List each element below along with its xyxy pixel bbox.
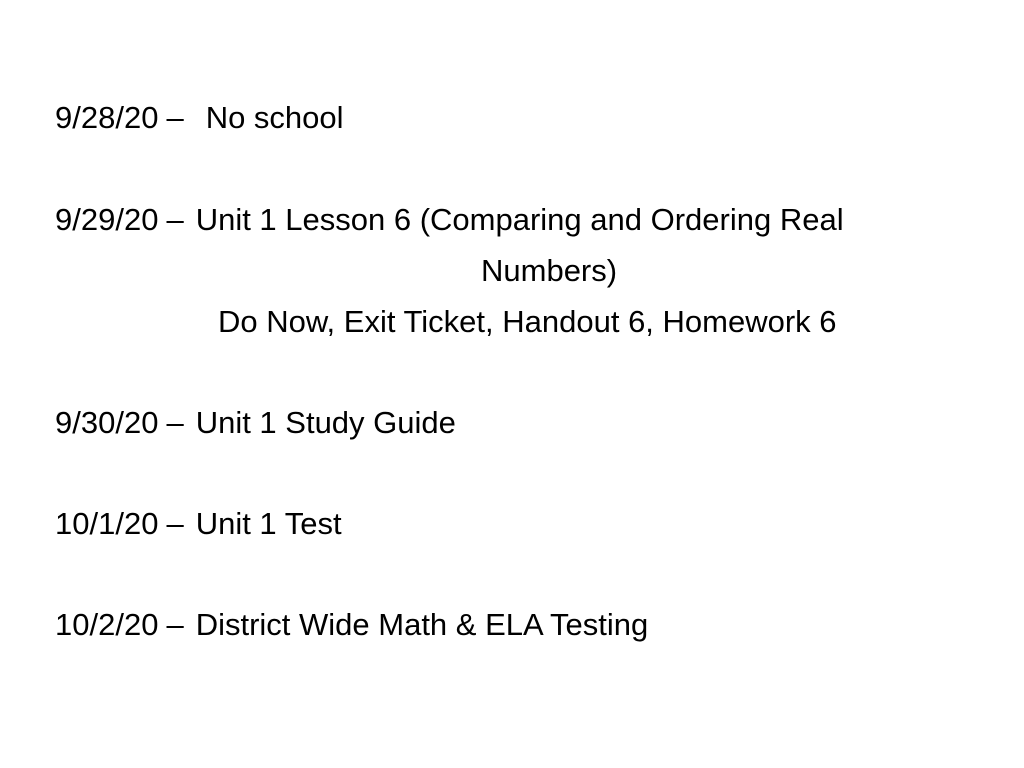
entry-separator: – [166,100,184,135]
entry-description: Unit 1 Lesson 6 (Comparing and Ordering Real [195,202,844,237]
schedule-entry-4 [55,504,342,544]
entry-details: Do Now, Exit Ticket, Handout 6, Homework 6 [218,304,837,339]
entry-date: 10/2/20 [55,607,159,642]
entry-separator: – [166,405,184,440]
entry-description: Unit 1 Test [195,506,342,541]
entry-description: Unit 1 Study Guide [195,405,456,440]
entry-date: 9/29/20 [55,202,159,237]
entry-description-continuation: Numbers) [481,253,618,288]
schedule-entry-1 [55,98,344,138]
schedule-entry-3 [55,403,456,443]
entry-separator: – [166,202,184,237]
entry-description: District Wide Math & ELA Testing [195,607,649,642]
entry-date: 9/30/20 [55,405,159,440]
entry-description: No school [205,100,344,135]
entry-separator: – [166,607,184,642]
entry-date: 9/28/20 [55,100,159,135]
schedule-entry-2 [55,200,844,240]
schedule-entry-5 [55,605,648,645]
entry-separator: – [166,506,184,541]
entry-date: 10/1/20 [55,506,159,541]
